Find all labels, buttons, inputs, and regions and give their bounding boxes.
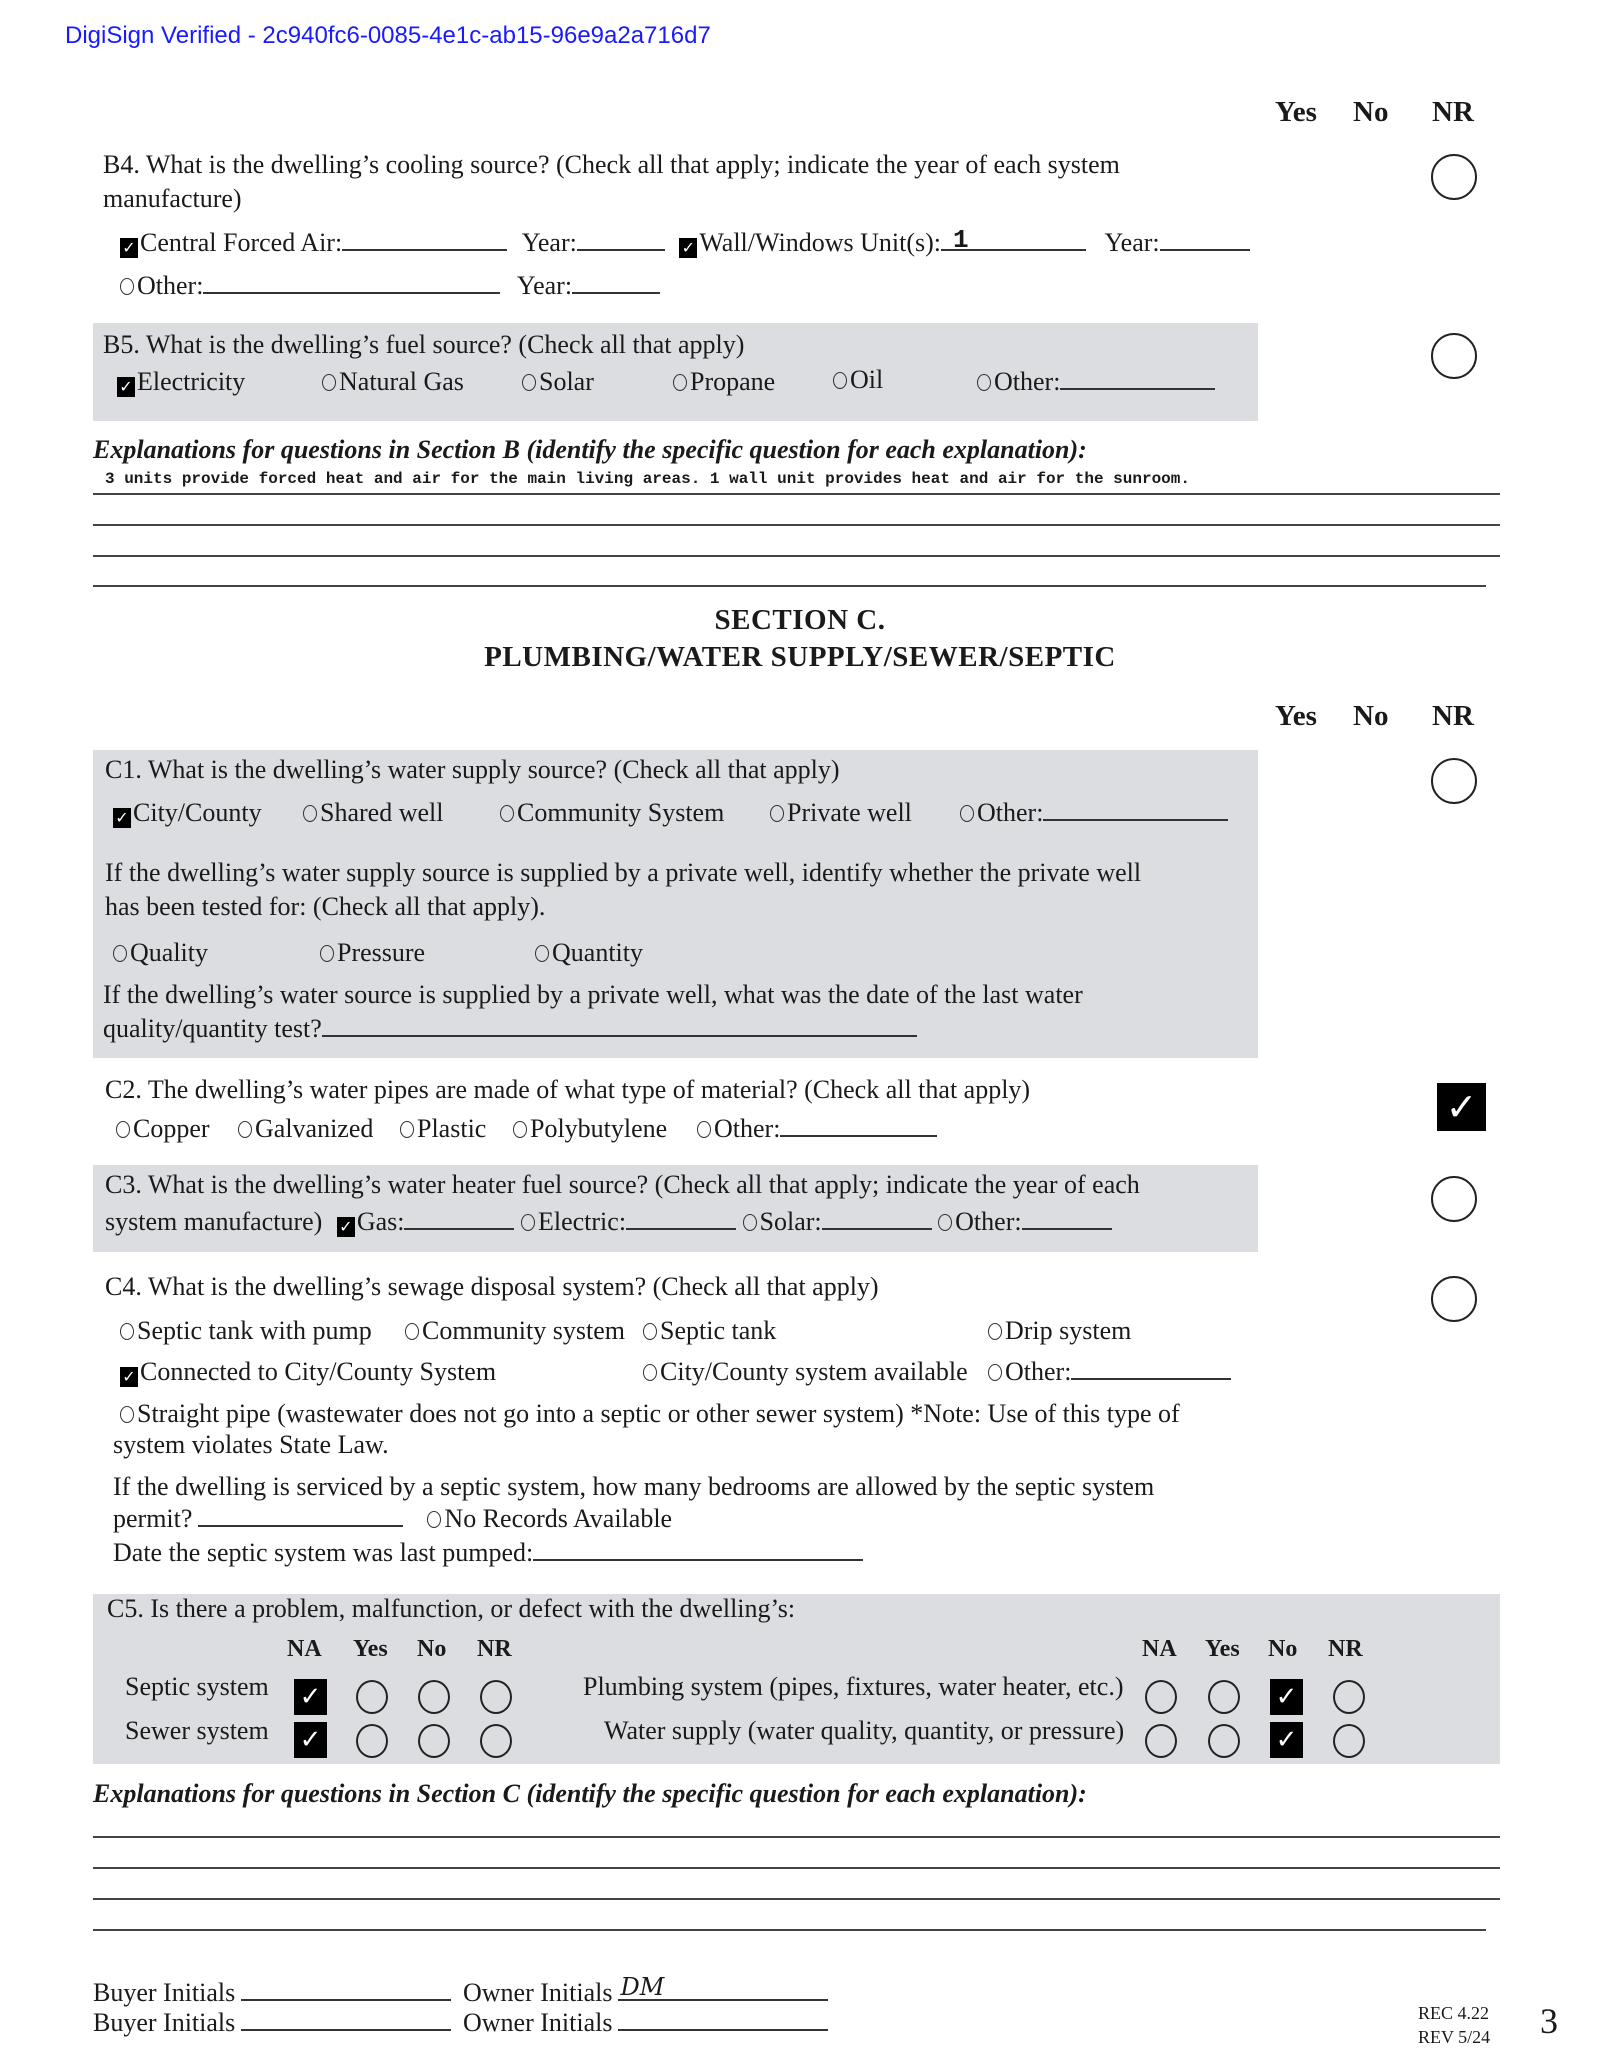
section-c-subtitle: PLUMBING/WATER SUPPLY/SEWER/SEPTIC xyxy=(484,641,1116,673)
sewer-nr-radio[interactable] xyxy=(480,1724,512,1758)
explanation-line xyxy=(93,585,1486,587)
year-label: Year: xyxy=(516,271,573,300)
no-records-label: No Records Available xyxy=(444,1504,673,1533)
b5-question: B5. What is the dwelling’s fuel source? (Check all that apply) xyxy=(103,330,745,359)
c4-option-septic-pump[interactable]: Septic tank with pump xyxy=(120,1316,372,1346)
column-no: No xyxy=(1353,96,1389,128)
radio-icon[interactable] xyxy=(400,1121,414,1138)
c2-option-other[interactable]: Other: xyxy=(697,1114,937,1144)
explanation-line xyxy=(93,493,1500,495)
owner-initials-row-1: Owner Initials DM xyxy=(463,1978,828,2008)
radio-icon[interactable] xyxy=(113,945,127,962)
column-no: No xyxy=(1353,700,1389,732)
c2-option-galvanized[interactable]: Galvanized xyxy=(238,1114,373,1144)
c1-option-other[interactable]: Other: xyxy=(960,798,1228,828)
c4-last-pumped-row: Date the septic system was last pumped: xyxy=(113,1538,863,1568)
c5-row-water-supply-label: Water supply (water quality, quantity, or pressure) xyxy=(604,1716,1125,1745)
c1-test-pressure[interactable]: Pressure xyxy=(320,938,425,968)
radio-icon[interactable] xyxy=(535,945,549,962)
c2-nr-checked-icon[interactable]: ✓ xyxy=(1437,1083,1486,1131)
c5-row-plumbing-label: Plumbing system (pipes, fixtures, water heater, etc.) xyxy=(583,1672,1124,1701)
c3-gas-checkbox[interactable]: ✓ xyxy=(337,1217,355,1237)
b4-question-cont: manufacture) xyxy=(103,184,242,213)
radio-icon[interactable] xyxy=(320,945,334,962)
c5-col-no: No xyxy=(417,1636,447,1662)
c1-option-private-well[interactable]: Private well xyxy=(770,798,912,828)
radio-icon[interactable] xyxy=(322,374,336,391)
c5-col-nr: NR xyxy=(1328,1636,1363,1662)
section-b-explanation-text[interactable]: 3 units provide forced heat and air for the main living areas. 1 wall unit provides heat and air for the sunroom. xyxy=(105,470,1190,488)
wall-windows-label: Wall/Windows Unit(s): xyxy=(699,228,941,257)
c5-row-sewer-label: Sewer system xyxy=(125,1716,269,1745)
form-code: REC 4.22 xyxy=(1418,2003,1490,2023)
checkbox-checked-icon[interactable]: ✓ xyxy=(120,1367,138,1387)
c3-other-radio[interactable] xyxy=(938,1214,952,1231)
other-radio[interactable] xyxy=(120,278,134,295)
b5-option-electricity[interactable]: ✓ Electricity xyxy=(117,367,245,397)
explanation-line[interactable] xyxy=(93,1898,1500,1900)
radio-icon[interactable] xyxy=(643,1323,657,1340)
section-c-explanations-label: Explanations for questions in Section C (identify the specific question for each explanation): xyxy=(93,1779,1087,1808)
checkbox-checked-icon[interactable]: ✓ xyxy=(117,377,135,397)
c2-option-polybutylene[interactable]: Polybutylene xyxy=(513,1114,667,1144)
explanation-line[interactable] xyxy=(93,1867,1500,1869)
c1-test-date-field[interactable] xyxy=(322,1015,917,1037)
wall-windows-value: 1 xyxy=(953,225,969,255)
column-nr: NR xyxy=(1432,700,1474,732)
explanation-line[interactable] xyxy=(93,1929,1486,1931)
radio-icon[interactable] xyxy=(405,1323,419,1340)
c4-option-other[interactable]: Other: xyxy=(988,1357,1231,1387)
b5-other-field[interactable] xyxy=(1060,368,1215,390)
c4-option-city-county[interactable]: ✓ Connected to City/County System xyxy=(120,1357,496,1387)
wall-windows-checkbox[interactable]: ✓ xyxy=(679,238,697,258)
buyer-initials-field-2[interactable] xyxy=(241,2009,451,2031)
c4-other-field[interactable] xyxy=(1071,1358,1231,1380)
c3-solar-radio[interactable] xyxy=(743,1214,757,1231)
checkbox-checked-icon[interactable]: ✓ xyxy=(113,808,131,828)
c4-option-septic-tank[interactable]: Septic tank xyxy=(643,1316,776,1346)
c4-option-drip[interactable]: Drip system xyxy=(988,1316,1131,1346)
c5-col-no: No xyxy=(1268,1636,1298,1662)
radio-icon[interactable] xyxy=(988,1323,1002,1340)
c2-option-copper[interactable]: Copper xyxy=(116,1114,210,1144)
page-number: 3 xyxy=(1540,2001,1558,2041)
no-records-radio[interactable] xyxy=(427,1511,441,1528)
b5-option-oil[interactable]: Oil xyxy=(833,365,883,395)
owner-initials-row-2: Owner Initials xyxy=(463,2008,828,2038)
radio-icon[interactable] xyxy=(120,1323,134,1340)
c1-nr-radio[interactable] xyxy=(1431,758,1477,804)
c1-option-city-county[interactable]: ✓ City/County xyxy=(113,798,262,828)
radio-icon[interactable] xyxy=(833,372,847,389)
column-yes: Yes xyxy=(1275,700,1317,732)
sewer-no-radio[interactable] xyxy=(418,1724,450,1758)
c3-solar-year-field[interactable] xyxy=(822,1208,932,1230)
c1-well-test-prompt: If the dwelling’s water supply source is supplied by a private well, identify whether the private well xyxy=(105,858,1142,887)
buyer-initials-row-1: Buyer Initials xyxy=(93,1978,451,2008)
plumbing-yes-radio[interactable] xyxy=(1208,1680,1240,1714)
sewer-yes-radio[interactable] xyxy=(356,1724,388,1758)
c1-well-test-prompt-cont: has been tested for: (Check all that apply). xyxy=(105,892,546,921)
radio-icon[interactable] xyxy=(977,374,991,391)
section-b-explanations-label: Explanations for questions in Section B (identify the specific question for each explanation): xyxy=(93,435,1087,464)
water-yes-radio[interactable] xyxy=(1208,1724,1240,1758)
c5-col-yes: Yes xyxy=(353,1636,388,1662)
c1-question: C1. What is the dwelling’s water supply source? (Check all that apply) xyxy=(105,755,840,784)
septic-na-checked-icon[interactable]: ✓ xyxy=(294,1679,327,1715)
c1-option-shared-well[interactable]: Shared well xyxy=(303,798,443,828)
c3-question: C3. What is the dwelling’s water heater fuel source? (Check all that apply; indicate the year of each xyxy=(105,1170,1140,1199)
year-label: Year: xyxy=(1104,228,1160,257)
other-label: Other: xyxy=(137,271,204,300)
buyer-initials-row-2: Buyer Initials xyxy=(93,2008,451,2038)
b5-option-solar[interactable]: Solar xyxy=(522,367,594,397)
c4-option-community[interactable]: Community system xyxy=(405,1316,625,1346)
c1-test-quality[interactable]: Quality xyxy=(113,938,208,968)
b4-options-row1 xyxy=(120,225,1250,258)
radio-icon[interactable] xyxy=(500,805,514,822)
section-c-title: SECTION C. xyxy=(714,604,886,636)
radio-icon[interactable] xyxy=(303,805,317,822)
b5-option-propane[interactable]: Propane xyxy=(673,367,775,397)
c3-nr-radio[interactable] xyxy=(1431,1176,1477,1222)
plumbing-no-checked-icon[interactable]: ✓ xyxy=(1270,1679,1303,1715)
b5-nr-radio[interactable] xyxy=(1431,333,1477,379)
owner-initials-field-1[interactable] xyxy=(618,1973,828,2001)
b4-nr-radio[interactable] xyxy=(1431,154,1477,200)
radio-icon[interactable] xyxy=(116,1121,130,1138)
c4-bedrooms-prompt: If the dwelling is serviced by a septic system, how many bedrooms are allowed by the septic system xyxy=(113,1472,1155,1501)
c5-question: C5. Is there a problem, malfunction, or defect with the dwelling’s: xyxy=(107,1594,796,1623)
radio-icon[interactable] xyxy=(522,374,536,391)
c1-test-date-prompt-cont: quality/quantity test? xyxy=(103,1014,917,1044)
radio-icon[interactable] xyxy=(697,1121,711,1138)
b4-question: B4. What is the dwelling’s cooling source? (Check all that apply; indicate the year of each system xyxy=(103,150,1120,179)
radio-icon[interactable] xyxy=(513,1121,527,1138)
c5-col-yes: Yes xyxy=(1205,1636,1240,1662)
other-year-field[interactable] xyxy=(572,272,660,294)
plumbing-nr-radio[interactable] xyxy=(1333,1680,1365,1714)
buyer-initials-field-1[interactable] xyxy=(241,1979,451,2001)
explanation-line xyxy=(93,524,1500,526)
radio-icon[interactable] xyxy=(770,805,784,822)
owner-signature: DM xyxy=(620,1973,665,2001)
radio-icon[interactable] xyxy=(960,805,974,822)
radio-icon[interactable] xyxy=(120,1406,134,1423)
c4-bedrooms-row: permit? No Records Available xyxy=(113,1504,673,1533)
year-label: Year: xyxy=(521,228,577,257)
explanation-line[interactable] xyxy=(93,1836,1500,1838)
water-no-checked-icon[interactable]: ✓ xyxy=(1270,1722,1303,1758)
c4-option-straight-pipe[interactable]: Straight pipe (wastewater does not go into a septic or other sewer system) *Note: Use of this type of xyxy=(120,1399,1180,1429)
c3-gas-year-field[interactable] xyxy=(404,1208,514,1230)
c2-option-plastic[interactable]: Plastic xyxy=(400,1114,486,1144)
c1-option-community-system[interactable]: Community System xyxy=(500,798,724,828)
septic-no-radio[interactable] xyxy=(418,1680,450,1714)
c4-question: C4. What is the dwelling’s sewage disposal system? (Check all that apply) xyxy=(105,1272,879,1301)
form-revision: REV 5/24 xyxy=(1418,2027,1491,2047)
c2-other-field[interactable] xyxy=(780,1115,937,1137)
owner-initials-field-2[interactable] xyxy=(618,2009,828,2031)
plumbing-na-radio[interactable] xyxy=(1145,1680,1177,1714)
other-field[interactable] xyxy=(203,272,500,294)
c4-straight-pipe-note: system violates State Law. xyxy=(113,1430,389,1459)
radio-icon[interactable] xyxy=(238,1121,252,1138)
c5-col-na: NA xyxy=(1142,1636,1177,1662)
column-yes: Yes xyxy=(1275,96,1317,128)
central-forced-air-label: Central Forced Air: xyxy=(140,228,343,257)
c3-electric-radio[interactable] xyxy=(521,1214,535,1231)
c3-electric-year-field[interactable] xyxy=(626,1208,736,1230)
central-forced-air-field[interactable] xyxy=(342,229,507,251)
water-na-radio[interactable] xyxy=(1145,1724,1177,1758)
radio-icon[interactable] xyxy=(643,1364,657,1381)
c5-row-septic-label: Septic system xyxy=(125,1672,269,1701)
c5-col-nr: NR xyxy=(477,1636,512,1662)
column-nr: NR xyxy=(1432,96,1474,128)
water-nr-radio[interactable] xyxy=(1333,1724,1365,1758)
c1-test-quantity[interactable]: Quantity xyxy=(535,938,643,968)
septic-yes-radio[interactable] xyxy=(356,1680,388,1714)
c1-test-date-prompt: If the dwelling’s water source is supplied by a private well, what was the date of the last water xyxy=(103,980,1083,1009)
b4-options-row2 xyxy=(120,271,660,301)
c4-bedrooms-field[interactable] xyxy=(198,1505,403,1527)
c1-other-field[interactable] xyxy=(1043,799,1228,821)
b5-option-natural-gas[interactable]: Natural Gas xyxy=(322,367,464,397)
c4-nr-radio[interactable] xyxy=(1431,1276,1477,1322)
septic-nr-radio[interactable] xyxy=(480,1680,512,1714)
c3-other-field[interactable] xyxy=(1022,1208,1112,1230)
c4-option-city-available[interactable]: City/County system available xyxy=(643,1357,968,1387)
radio-icon[interactable] xyxy=(673,374,687,391)
digisign-verification: DigiSign Verified - 2c940fc6-0085-4e1c-ab15-96e9a2a716d7 xyxy=(65,22,711,49)
radio-icon[interactable] xyxy=(988,1364,1002,1381)
sewer-na-checked-icon[interactable]: ✓ xyxy=(294,1722,327,1758)
b5-option-other[interactable]: Other: xyxy=(977,367,1215,397)
c4-last-pumped-field[interactable] xyxy=(533,1539,863,1561)
central-year-field[interactable] xyxy=(577,229,665,251)
c3-options-row: system manufacture) ✓ Gas: Electric: Solar: Other: xyxy=(105,1207,1112,1237)
wall-year-field[interactable] xyxy=(1160,229,1250,251)
wall-windows-field[interactable] xyxy=(941,225,1086,255)
explanation-line xyxy=(93,555,1500,557)
c2-question: C2. The dwelling’s water pipes are made of what type of material? (Check all that apply) xyxy=(105,1075,1031,1104)
central-forced-air-checkbox[interactable]: ✓ xyxy=(120,238,138,258)
c5-col-na: NA xyxy=(287,1636,322,1662)
